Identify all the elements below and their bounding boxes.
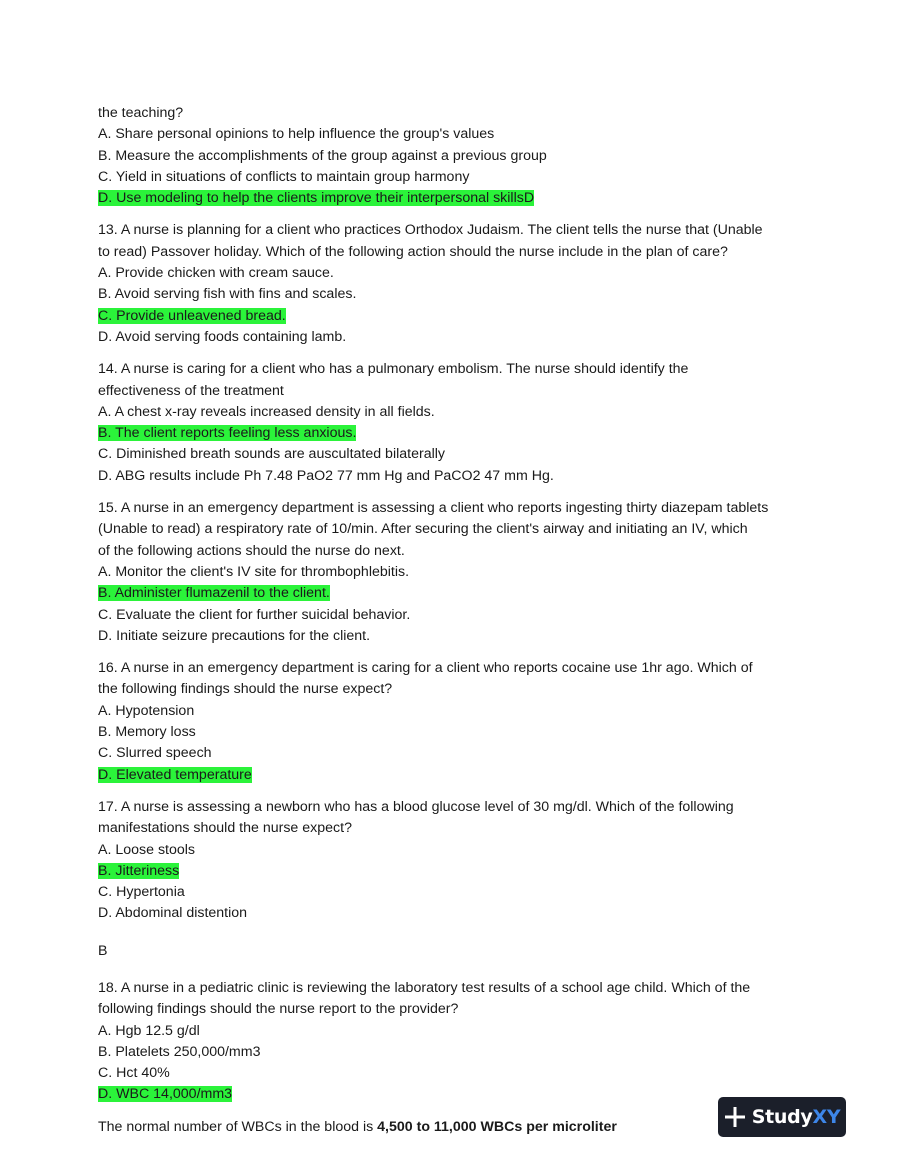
question-stem: following findings should the nurse report to the provider? bbox=[98, 1001, 459, 1018]
logo-text bbox=[752, 1106, 841, 1128]
option-b: B. Measure the accomplishments of the group against a previous group bbox=[98, 147, 547, 164]
option-b: B. Memory loss bbox=[98, 724, 196, 741]
question-stem: (Unable to read) a respiratory rate of 10/min. After securing the client's airway and initiating an IV, which bbox=[98, 521, 748, 538]
correct-answer-highlight: D. Elevated temperature bbox=[98, 766, 252, 783]
question-stem: effectiveness of the treatment bbox=[98, 382, 284, 399]
option-c: C. Diminished breath sounds are auscultated bilaterally bbox=[98, 446, 445, 463]
question-stem: to read) Passover holiday. Which of the following action should the nurse include in the plan of care? bbox=[98, 243, 728, 260]
studyxy-logo-badge bbox=[718, 1097, 846, 1137]
question-stem: 13. A nurse is planning for a client who practices Orthodox Judaism. The client tells the nurse that (Unable bbox=[98, 222, 763, 239]
question-stem: 14. A nurse is caring for a client who has a pulmonary embolism. The nurse should identify the bbox=[98, 361, 689, 378]
option-c: C. Hypertonia bbox=[98, 884, 185, 901]
plus-icon bbox=[724, 1106, 746, 1128]
logo-xy: XY bbox=[812, 1106, 841, 1128]
option-c: C. Slurred speech bbox=[98, 745, 212, 762]
logo-study: Study bbox=[751, 1106, 813, 1128]
question-stem: 18. A nurse in a pediatric clinic is reviewing the laboratory test results of a school age child. Which of the bbox=[98, 979, 751, 996]
option-a: A. Hypotension bbox=[98, 702, 195, 719]
question-stem: of the following actions should the nurse do next. bbox=[98, 542, 405, 559]
option-d: D. ABG results include Ph 7.48 PaO2 77 mm Hg and PaCO2 47 mm Hg. bbox=[98, 467, 554, 484]
option-a: A. Hgb 12.5 g/dl bbox=[98, 1022, 200, 1039]
correct-answer-highlight: D. WBC 14,000/mm3 bbox=[98, 1086, 233, 1103]
option-c: C. Yield in situations of conflicts to maintain group harmony bbox=[98, 168, 470, 185]
question-stem: manifestations should the nurse expect? bbox=[98, 820, 352, 837]
note-prefix: The normal number of WBCs in the blood is bbox=[98, 1118, 378, 1135]
correct-answer-highlight: B. The client reports feeling less anxious. bbox=[98, 425, 357, 442]
option-a: A. A chest x-ray reveals increased density in all fields. bbox=[98, 403, 435, 420]
correct-answer-highlight: C. Provide unleavened bread. bbox=[98, 307, 286, 324]
question-stem: 17. A nurse is assessing a newborn who has a blood glucose level of 30 mg/dl. Which of the following bbox=[98, 798, 734, 815]
question-stem: the following findings should the nurse expect? bbox=[98, 681, 393, 698]
option-a: A. Loose stools bbox=[98, 841, 196, 858]
question-stem: 15. A nurse in an emergency department is assessing a client who reports ingesting thirty diazepam tablets bbox=[98, 500, 769, 517]
option-b: B. Avoid serving fish with fins and scales. bbox=[98, 286, 357, 303]
answer-key: B bbox=[98, 942, 108, 959]
correct-answer-highlight: B. Administer flumazenil to the client. bbox=[98, 585, 330, 602]
question-stem: the teaching? bbox=[98, 105, 184, 121]
explanation-note bbox=[98, 1117, 818, 1138]
document-page bbox=[98, 103, 818, 1138]
note-bold: 4,500 to 11,000 WBCs per microliter bbox=[377, 1118, 617, 1135]
option-c: C. Evaluate the client for further suicidal behavior. bbox=[98, 606, 411, 623]
option-d: D. Initiate seizure precautions for the client. bbox=[98, 627, 371, 644]
correct-answer-highlight: B. Jitteriness bbox=[98, 862, 180, 879]
option-b: B. Platelets 250,000/mm3 bbox=[98, 1043, 261, 1060]
option-c: C. Hct 40% bbox=[98, 1065, 170, 1082]
option-a: A. Provide chicken with cream sauce. bbox=[98, 265, 334, 282]
option-d: D. Avoid serving foods containing lamb. bbox=[98, 328, 347, 345]
option-a: A. Share personal opinions to help influence the group's values bbox=[98, 126, 495, 143]
option-d: D. Abdominal distention bbox=[98, 905, 248, 922]
option-a: A. Monitor the client's IV site for thrombophlebitis. bbox=[98, 563, 410, 580]
question-stem: 16. A nurse in an emergency department is caring for a client who reports cocaine use 1hr ago. Which of bbox=[98, 660, 753, 677]
correct-answer-highlight: D. Use modeling to help the clients improve their interpersonal skillsD bbox=[98, 190, 535, 207]
